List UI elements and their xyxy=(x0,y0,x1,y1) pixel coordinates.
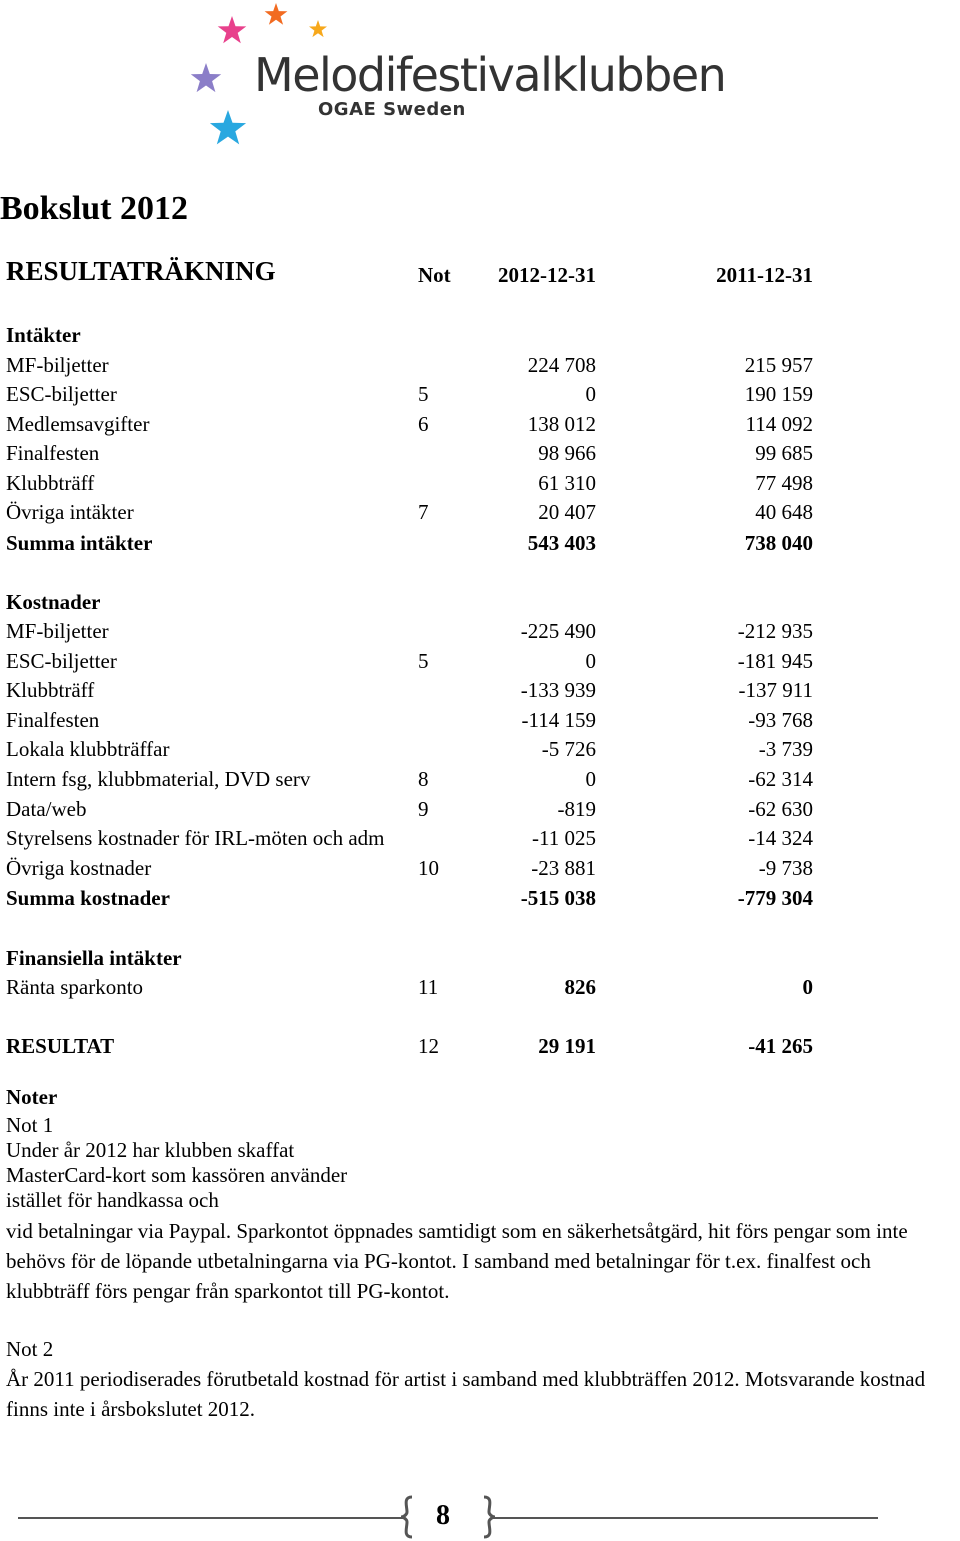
row-value-2011: 77 498 xyxy=(755,471,813,495)
document-title: Bokslut 2012 xyxy=(0,190,188,227)
not1-line: MasterCard-kort som kassören använder xyxy=(6,1163,348,1187)
noter-heading: Noter xyxy=(6,1085,58,1109)
sum-value-2011: -779 304 xyxy=(737,886,813,910)
row-label: ESC-biljetter xyxy=(6,382,117,406)
row-value-2011: 215 957 xyxy=(744,353,813,377)
row-note: 5 xyxy=(418,649,429,673)
row-value-2011: 99 685 xyxy=(755,441,813,465)
logo-subtitle: OGAE Sweden xyxy=(318,99,466,120)
header-2011: 2011-12-31 xyxy=(716,263,813,287)
row-note: 7 xyxy=(418,500,429,524)
row-value-2012: -225 490 xyxy=(520,619,596,643)
row-value-2011: 0 xyxy=(802,975,813,999)
row-note: 11 xyxy=(418,975,439,999)
row-value-2012: 0 xyxy=(585,649,596,673)
row-note: 6 xyxy=(418,412,429,436)
kostnader-heading: Kostnader xyxy=(6,590,101,614)
not2-title: Not 2 xyxy=(6,1337,54,1361)
intakter-heading: Intäkter xyxy=(6,323,81,347)
row-label: Intern fsg, klubbmaterial, DVD serv xyxy=(6,767,311,791)
table-row xyxy=(0,617,960,645)
row-label: ESC-biljetter xyxy=(6,649,117,673)
row-label: Övriga kostnader xyxy=(6,856,152,880)
row-label: Klubbträff xyxy=(6,471,95,495)
row-value-2012: 98 966 xyxy=(538,441,596,465)
sum-row xyxy=(0,884,960,912)
table-row xyxy=(0,380,960,408)
finansiella-heading-row xyxy=(0,944,960,972)
not1-line: istället för handkassa och xyxy=(6,1188,219,1212)
row-label: Klubbträff xyxy=(6,678,95,702)
resultat-value-2011: -41 265 xyxy=(748,1034,813,1058)
not2-paragraph: År 2011 periodiserades förutbetald kostnad för artist i samband med klubbträffen 2012. Motsvarande kostnad finns inte i årsbokslutet 2012. xyxy=(6,1367,926,1421)
row-value-2011: -212 935 xyxy=(737,619,813,643)
table-row xyxy=(0,854,960,882)
intakter-heading-row xyxy=(0,321,960,349)
table-row xyxy=(0,498,960,526)
resultat-label: RESULTAT xyxy=(6,1034,115,1058)
header-2012: 2012-12-31 xyxy=(498,263,596,287)
row-value-2012: 61 310 xyxy=(538,471,596,495)
row-value-2012: 224 708 xyxy=(527,353,596,377)
table-row xyxy=(0,824,960,852)
table-row xyxy=(0,765,960,793)
row-label: Övriga intäkter xyxy=(6,500,134,524)
not1-paragraph: vid betalningar via Paypal. Sparkontot öppnades samtidigt som en säkerhetsåtgärd, hit förs pengar som inte behövs för de löpande utbetalningarna via PG-kontot. I samband med betalningar för t.ex. finalfest och klubbträff förs pengar från sparkontot till PG-kontot. xyxy=(6,1219,908,1303)
table-row xyxy=(0,351,960,379)
row-value-2012: -114 159 xyxy=(521,708,596,732)
row-value-2011: -93 768 xyxy=(748,708,813,732)
resultat-value-2012: 29 191 xyxy=(538,1034,596,1058)
row-label: Data/web xyxy=(6,797,87,821)
footer-rule-right xyxy=(493,1517,878,1519)
header-not: Not xyxy=(418,263,451,287)
row-value-2012: -11 025 xyxy=(532,826,596,850)
row-value-2012: 20 407 xyxy=(538,500,596,524)
row-note: 8 xyxy=(418,767,429,791)
row-label: Lokala klubbträffar xyxy=(6,737,170,761)
row-value-2012: 0 xyxy=(585,767,596,791)
sum-row xyxy=(0,529,960,557)
row-label: MF-biljetter xyxy=(6,353,109,377)
row-value-2012: -819 xyxy=(557,797,596,821)
row-label: Ränta sparkonto xyxy=(6,975,144,999)
table-row xyxy=(0,735,960,763)
row-value-2011: 40 648 xyxy=(755,500,813,524)
row-value-2012: -5 726 xyxy=(541,737,596,761)
row-label: MF-biljetter xyxy=(6,619,109,643)
row-value-2011: 190 159 xyxy=(744,382,813,406)
row-label: Styrelsens kostnader för IRL-möten och adm xyxy=(6,826,385,850)
table-row xyxy=(0,469,960,497)
row-value-2012: 138 012 xyxy=(527,412,596,436)
pink-star-icon xyxy=(218,16,247,43)
table-row xyxy=(0,410,960,438)
row-value-2011: -137 911 xyxy=(738,678,813,702)
not1-title: Not 1 xyxy=(6,1113,54,1137)
section-title: RESULTATRÄKNING xyxy=(6,256,276,286)
row-value-2011: -62 314 xyxy=(748,767,813,791)
page-number: 8 xyxy=(436,1500,450,1531)
resultat-note: 12 xyxy=(418,1034,439,1058)
table-row xyxy=(0,795,960,823)
row-value-2011: -9 738 xyxy=(758,856,813,880)
row-label: Finalfesten xyxy=(6,708,100,732)
row-label: Finalfesten xyxy=(6,441,100,465)
sum-value-2012: -515 038 xyxy=(520,886,596,910)
row-note: 5 xyxy=(418,382,429,406)
sum-value-2012: 543 403 xyxy=(527,531,596,555)
not1-line: Under år 2012 har klubben skaffat xyxy=(6,1138,295,1162)
row-value-2011: 114 092 xyxy=(745,412,813,436)
row-value-2012: -133 939 xyxy=(520,678,596,702)
row-value-2012: -23 881 xyxy=(531,856,596,880)
blue-star-icon xyxy=(210,110,246,144)
row-value-2011: -62 630 xyxy=(748,797,813,821)
finansiella-heading: Finansiella intäkter xyxy=(6,946,182,970)
row-value-2011: -14 324 xyxy=(748,826,813,850)
table-row xyxy=(0,647,960,675)
kostnader-heading-row xyxy=(0,588,960,616)
sum-label: Summa intäkter xyxy=(6,531,153,555)
row-label: Medlemsavgifter xyxy=(6,412,150,436)
row-value-2011: -181 945 xyxy=(737,649,813,673)
row-note: 10 xyxy=(418,856,439,880)
row-value-2012: 0 xyxy=(585,382,596,406)
row-note: 9 xyxy=(418,797,429,821)
table-row xyxy=(0,973,960,1001)
table-row xyxy=(0,676,960,704)
yellow-star-icon xyxy=(309,20,327,37)
logo-title: Melodifestivalklubben xyxy=(254,48,726,102)
table-row xyxy=(0,439,960,467)
row-value-2012: 826 xyxy=(564,975,596,999)
footer-rule-left xyxy=(18,1517,403,1519)
orange-star-icon xyxy=(265,3,288,25)
table-row xyxy=(0,706,960,734)
purple-star-icon xyxy=(191,63,221,92)
sum-value-2011: 738 040 xyxy=(744,531,813,555)
row-value-2011: -3 739 xyxy=(758,737,813,761)
resultat-row xyxy=(0,1032,960,1060)
sum-label: Summa kostnader xyxy=(6,886,170,910)
